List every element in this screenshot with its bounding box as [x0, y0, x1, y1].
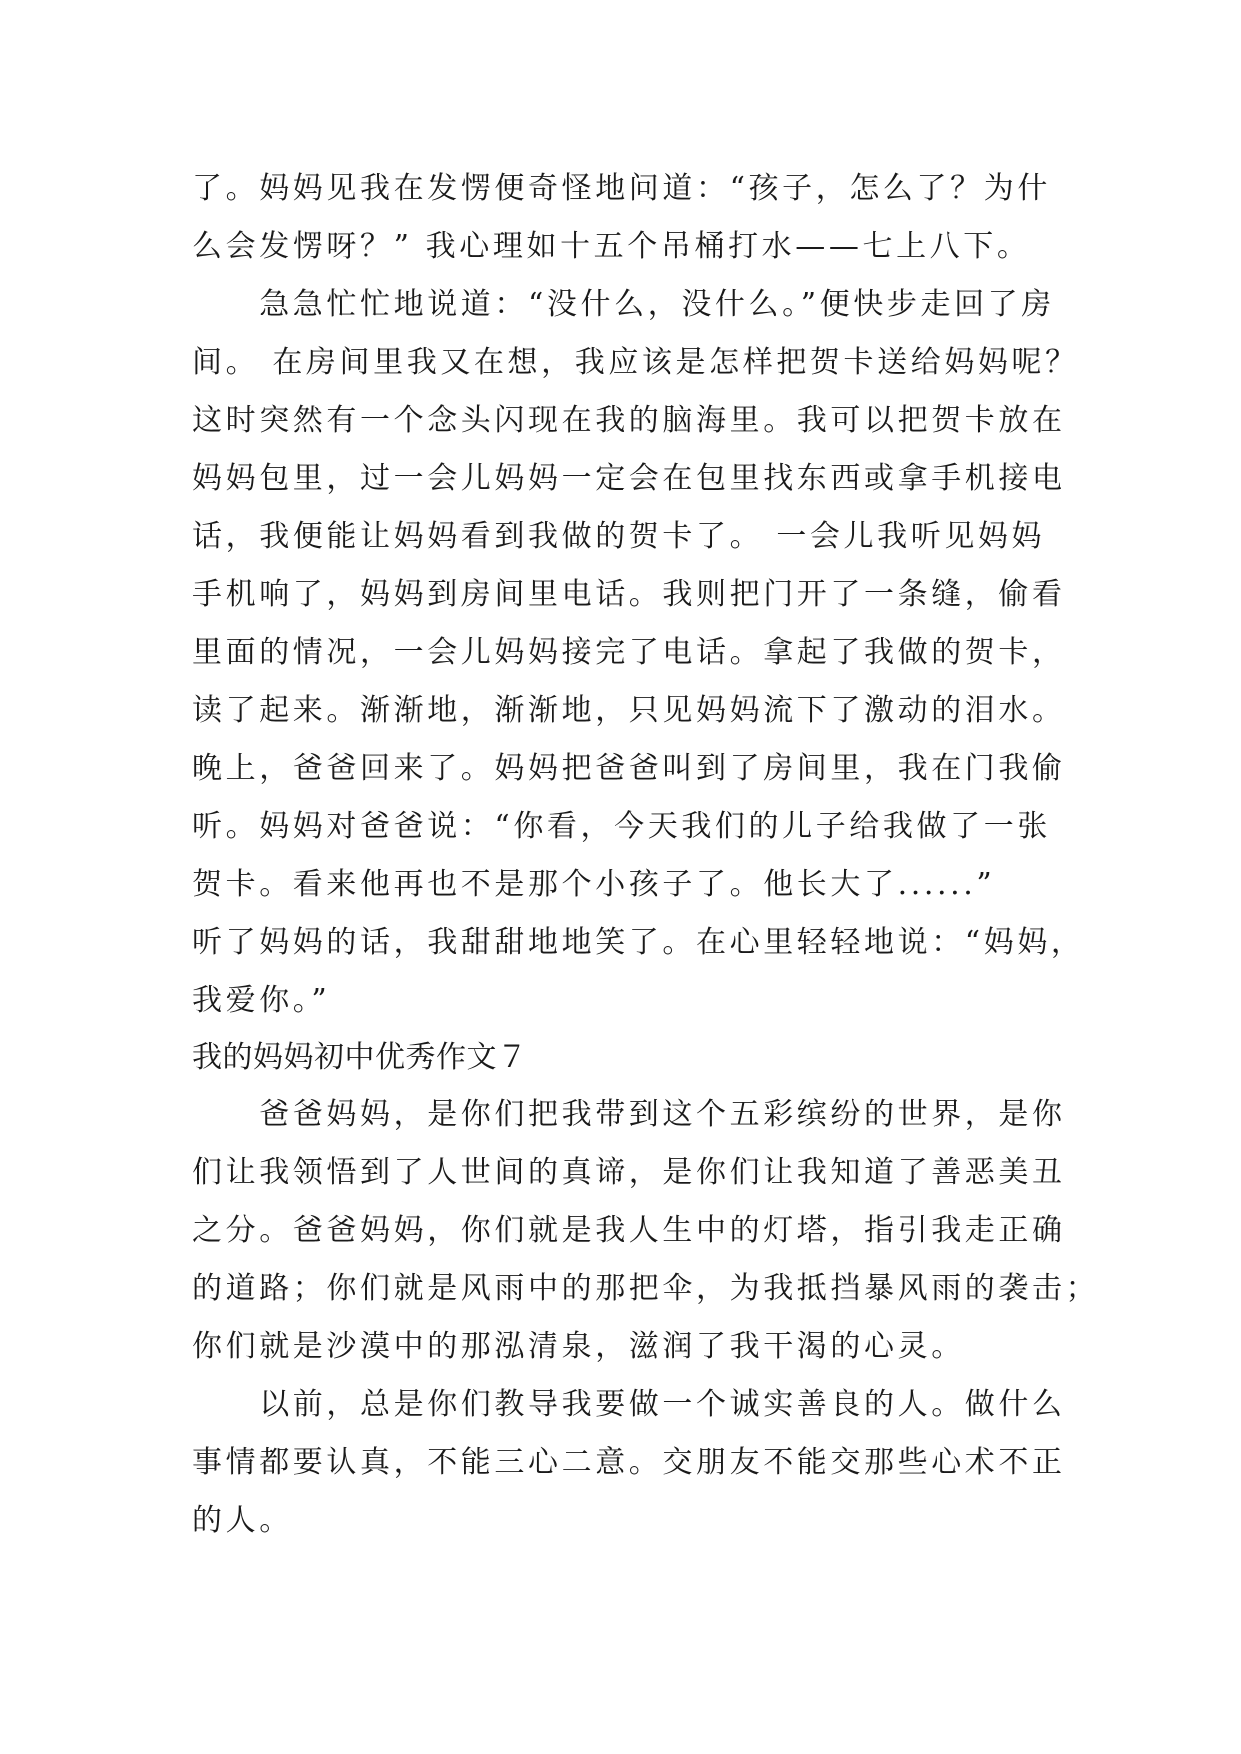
paragraph-line: 这时突然有一个念头闪现在我的脑海里。我可以把贺卡放在	[192, 403, 1066, 438]
paragraph-line: 里面的情况，一会儿妈妈接完了电话。拿起了我做的贺卡，	[192, 635, 1066, 670]
paragraph-line: 了。妈妈见我在发愣便奇怪地问道：“孩子，怎么了？为什	[192, 171, 1051, 206]
paragraph-line: 手机响了，妈妈到房间里电话。我则把门开了一条缝，偷看	[192, 577, 1066, 612]
paragraph-line: 听。妈妈对爸爸说：“你看，今天我们的儿子给我做了一张	[192, 809, 1051, 844]
paragraph-line: 的人。	[192, 1503, 293, 1538]
paragraph-line: 你们就是沙漠中的那泓清泉，滋润了我干渴的心灵。	[192, 1329, 965, 1364]
paragraph-line: 的道路；你们就是风雨中的那把伞，为我抵挡暴风雨的袭击；	[192, 1271, 1100, 1306]
paragraph-line: 急急忙忙地说道：“没什么，没什么。”便快步走回了房	[192, 287, 1055, 322]
paragraph-line: 听了妈妈的话，我甜甜地地笑了。在心里轻轻地说：“妈妈，	[192, 925, 1085, 960]
paragraph-line: 么会发愣呀？” 我心理如十五个吊桶打水——七上八下。	[192, 229, 1031, 264]
document-page	[192, 160, 1100, 1550]
paragraph-line: 晚上，爸爸回来了。妈妈把爸爸叫到了房间里，我在门我偷	[192, 751, 1066, 786]
paragraph-line: 们让我领悟到了人世间的真谛，是你们让我知道了善恶美丑	[192, 1155, 1066, 1190]
paragraph-line: 我爱你。”	[192, 983, 331, 1018]
paragraph-line: 事情都要认真，不能三心二意。交朋友不能交那些心术不正	[192, 1445, 1066, 1480]
paragraph-line: 妈妈包里，过一会儿妈妈一定会在包里找东西或拿手机接电	[192, 461, 1066, 496]
paragraph-line: 贺卡。看来他再也不是那个小孩子了。他长大了......”	[192, 867, 996, 902]
paragraph-line: 间。 在房间里我又在想，我应该是怎样把贺卡送给妈妈呢？	[192, 345, 1079, 380]
section-heading: 我的妈妈初中优秀作文７	[192, 1040, 528, 1075]
paragraph-line: 以前，总是你们教导我要做一个诚实善良的人。做什么	[192, 1387, 1066, 1422]
paragraph-line: 读了起来。渐渐地，渐渐地，只见妈妈流下了激动的泪水。	[192, 693, 1066, 728]
paragraph-line: 之分。爸爸妈妈，你们就是我人生中的灯塔，指引我走正确	[192, 1213, 1066, 1248]
paragraph-line: 话，我便能让妈妈看到我做的贺卡了。 一会儿我听见妈妈	[192, 519, 1046, 554]
paragraph-line: 爸爸妈妈，是你们把我带到这个五彩缤纷的世界，是你	[192, 1097, 1066, 1132]
